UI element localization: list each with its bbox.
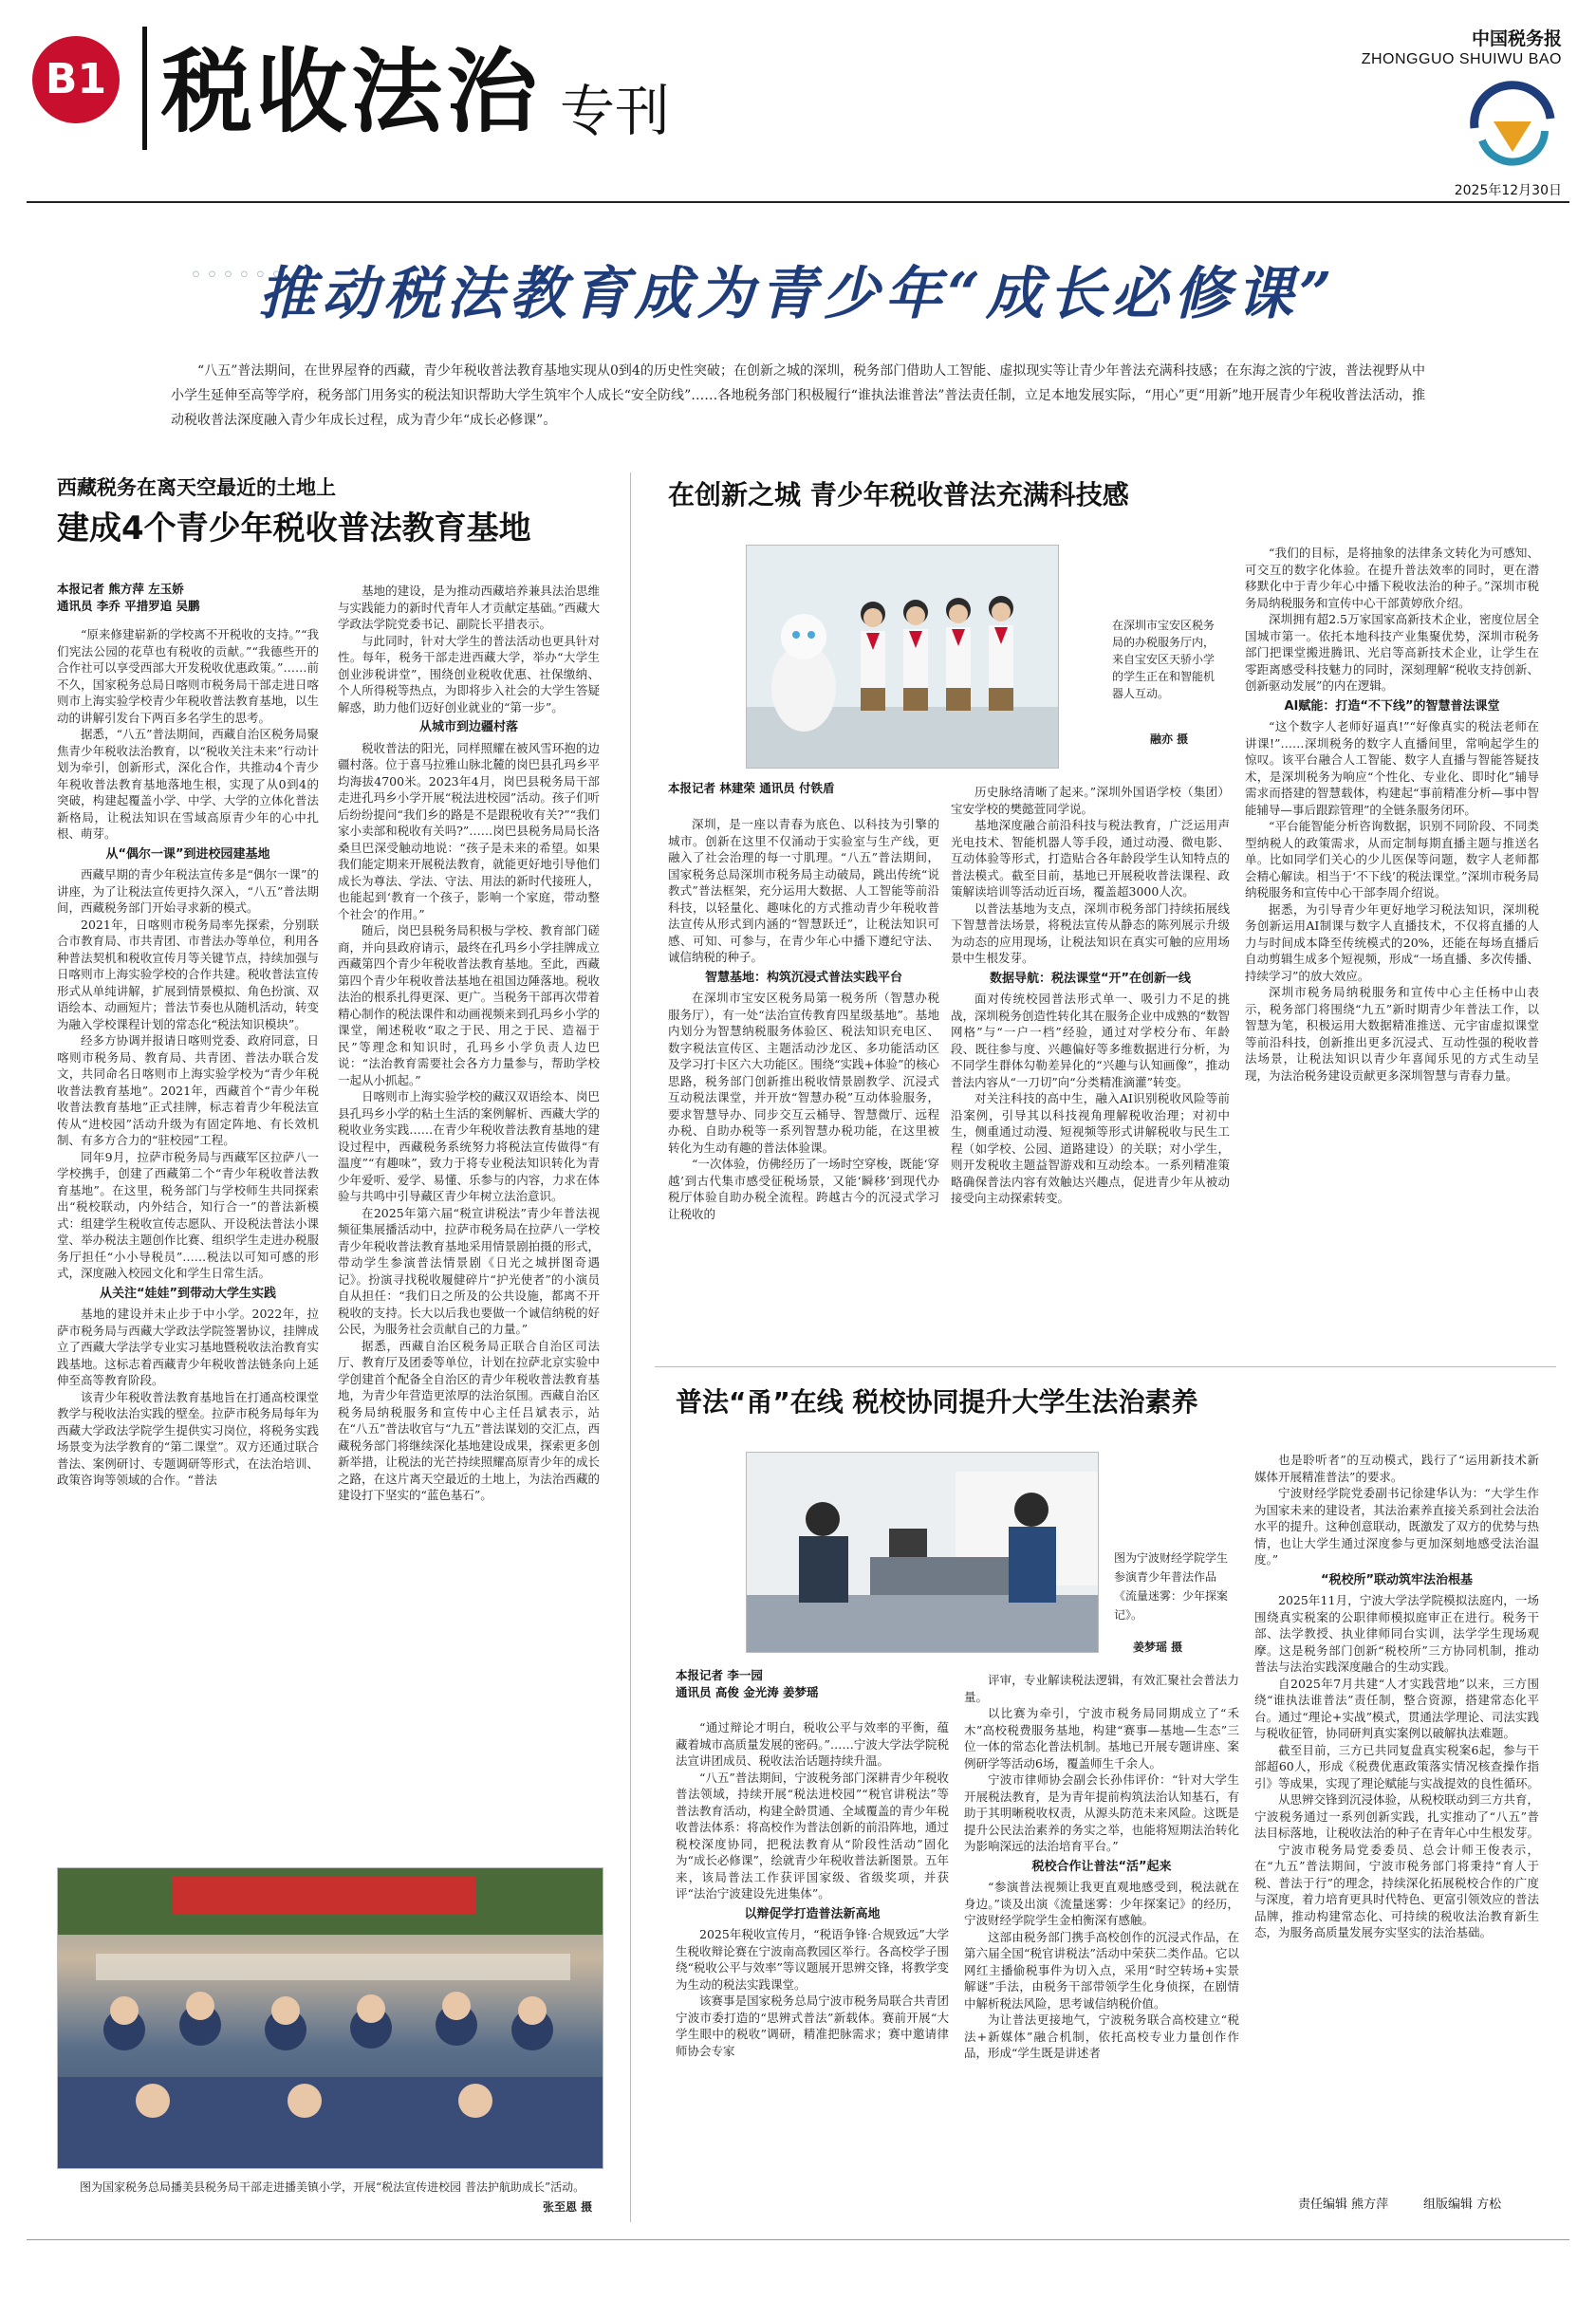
masthead-divider <box>142 27 147 150</box>
banner-lead: “八五”普法期间，在世界屋脊的西藏，青少年税收普法教育基地实现从0到4的历史性突破；在创新之城的深圳，税务部门借助人工智能、虚拟现实等让青少年普法充满科技感；在东海之滨的宁波，普法视野从中小学生延伸至高等学府，税务部门用务实的税法知识帮助大学生筑牢个人成长“安全防线”……各地税务部门积极履行“谁执法谁普法”普法责任制，立足本地发展实际，“用心”更“用新”地开展青少年税收普法活动，推动税收普法深度融入青少年成长过程，成为青少年“成长必修课”。 <box>171 363 1425 428</box>
paragraph: 与此同时，针对大学生的普法活动也更具针对性。每年，税务干部走进西藏大学，举办“大学生创业涉税讲堂”，围绕创业税收优惠、社保缴纳、个人所得税等热点，为即将步入社会的大学生答疑解惑，助力他们迈好创业就业的“第一步”。 <box>338 633 600 714</box>
paragraph: 为让普法更接地气，宁波税务联合高校建立“税法+新媒体”融合机制，依托高校专业力量创作作品，形成“学生既是讲述者 <box>964 2012 1239 2060</box>
paragraph: “我们的目标，是将抽象的法律条文转化为可感知、可交互的数字化体验。在提升普法效率的同时，更在潜移默化中于青少年心中播下税收法治的种子。”深圳市税务局纳税服务和宣传中心干部黄婷欣介绍。 <box>1245 546 1539 610</box>
article3-subhead-2: 税校合作让普法“活”起来 <box>1031 1859 1172 1874</box>
paragraph: 基地深度融合前沿科技与税法教育，广泛运用声光电技术、智能机器人等手段，通过动漫、微电影、互动体验等形式，打造贴合各年龄段学生认知特点的普法模式。截至目前，基地已开展税收普法课程、政策解读培训等活动近百场，覆盖超3000人次。 <box>951 818 1230 899</box>
paragraph: 日喀则市上海实验学校的藏汉双语绘本、岗巴县孔玛乡小学的粘土生活的案例解析、西藏大学的税收业务实践……在青少年税收普法教育基地的建设过程中，西藏税务系统努力将税法宣传做得“有温度”“有趣味”，致力于将专业税法知识转化为青少年爱听、爱学、易懂、乐参与的内容，力求在体验与共鸣中引导藏区青少年树立法治意识。 <box>338 1089 600 1203</box>
paragraph: 截至目前，三方已共同复盘真实税案6起，参与干部超60人，形成《税费优惠政策落实情况核查操作指引》等成果，实现了理论赋能与实战提效的良性循环。 <box>1254 1742 1539 1790</box>
article1-subhead-2: 从关注“娃娃”到带动大学生实践 <box>99 1286 277 1301</box>
article3-column-3 <box>1254 1452 1539 2154</box>
paragraph: 对关注科技的高中生，融入AI识别税收风险等前沿案例，引导其以科技视角理解税收治理；对初中生，侧重通过动漫、短视频等形式讲解税收与民生工程（如学校、公园、道路建设）的关联；对小学生，则开发税收主题益智游戏和互动绘本。一系列精准策略确保普法内容有效触达兴趣点，促进青少年从被动接受向主动探索转变。 <box>951 1091 1230 1205</box>
paragraph: 深圳市税务局纳税服务和宣传中心主任杨中山表示，税务部门将围绕“九五”新时期青少年普法工作，以智慧为笔，积极运用大数据精准推送、元宇宙虚拟课堂等前沿科技，创新推出更多沉浸式、互动性强的税收普法场景，让税法知识以青少年喜闻乐见的方式生动呈现，为法治税务建设贡献更多深圳智慧与青春力量。 <box>1245 985 1539 1083</box>
article1-photo-credit: 张至恩 摄 <box>543 2200 593 2214</box>
footer-designer: 组版编辑 方松 <box>1423 2198 1502 2212</box>
paragraph: 随后，岗巴县税务局积极与学校、教育部门磋商，并向县政府请示，最终在孔玛乡小学挂牌成立西藏第四个青少年税收普法教育基地。至此，西藏第四个青少年税收普法基地在祖国边陲落地。税收法治的根系扎得更深、更广。当税务干部再次带着精心制作的税法课件和动画视频来到孔玛乡小学的课堂，阐述税收“取之于民、用之于民、造福于民”等理念和知识时，孔玛乡小学负责人边巴说：“法治教育需要社会各方力量参与，帮助学校一起从小抓起。” <box>338 923 600 1087</box>
footer-editor: 责任编辑 熊方萍 <box>1298 2198 1389 2212</box>
article1-title: 建成4个青少年税收普法教育基地 <box>57 510 531 547</box>
paragraph: 从思辨交锋到沉浸体验，从税校联动到三方共育，宁波税务通过一系列创新实践，扎实推动了“八五”普法目标落地，让税收法治的种子在青年心中生根发芽。 <box>1254 1792 1539 1840</box>
article2-subhead-3: AI赋能：打造“不下线”的智慧普法课堂 <box>1284 698 1500 714</box>
paragraph: 2025年11月，宁波大学法学院模拟法庭内，一场围绕真实税案的公职律师模拟庭审正在进行。税务干部、法学教授、执业律师同台实训，法学学生现场观摩。这是税务部门创新“税校所”三方协同机制，推动普法与法治实践深度融合的生动实践。 <box>1254 1593 1539 1674</box>
article1-byline: 本报记者 熊方萍 左玉娇 通讯员 李乔 平措罗追 吴鹏 <box>57 582 200 613</box>
paragraph: 面对传统校园普法形式单一、吸引力不足的挑战，深圳税务创造性转化其在服务企业中成熟的“数智网格”与“一户一档”经验，通过对学校分布、年龄段、既往参与度、兴趣偏好等多维数据进行分析，为不同学生群体勾勒差异化的“兴趣与认知画像”，推动普法内容从“一刀切”向“分类精准滴灌”转变。 <box>951 992 1230 1089</box>
article3-photo-caption: 图为宁波财经学院学生参演青少年普法作品《流量迷雾：少年探案记》。 <box>1114 1551 1229 1622</box>
article1-kicker: 西藏税务在离天空最近的土地上 <box>57 476 336 499</box>
paper-logo <box>1465 76 1560 171</box>
article3-byline: 本报记者 李一园 通讯员 高俊 金光涛 姜梦瑶 <box>676 1668 819 1699</box>
article2-column-3 <box>1245 545 1539 1397</box>
paragraph: 以普法基地为支点，深圳市税务部门持续拓展线下智慧普法场景，将税法宣传从静态的陈列展示升级为动态的应用现场，让税法知识在真实可触的应用场景中生根发芽。 <box>951 900 1230 965</box>
article2-photo-credit: 融亦 摄 <box>1150 733 1189 746</box>
paragraph: 在深圳市宝安区税务局第一税务所（智慧办税服务厅），有一处“法治宣传教育四星级基地”。基地内划分为智慧纳税服务体验区、税法知识充电区、数字税法宣传区、主题活动沙龙区、多功能活动区及学习打卡区六大功能区。围绕“实践+体验”的核心思路，税务部门创新推出税收情景剧教学、沉浸式互动税法课堂，并开放“智慧办税”互动体验服务，要求智慧导办、同步交互云桶导、智慧微厅、远程办税、自助办税等一系列智慧办税功能，在这里被转化为生动有趣的普法体验课。 <box>668 991 939 1155</box>
paragraph: 自2025年7月共建“人才实践营地”以来，三方围绕“谁执法谁普法”责任制，整合资源，搭建常态化平台。通过“理论+实战”模式，贯通法学理论、司法实践与税收征管，协同研判真实案例以破解执法难题。 <box>1254 1676 1539 1740</box>
masthead-rule <box>27 201 1569 203</box>
paper-name-cn: 中国税务报 <box>1471 28 1562 49</box>
paragraph: 2025年税收宣传月，“税语争锋·合规致远”大学生税收辩论赛在宁波南高教园区举行。各高校学子围绕“税收公平与效率”等议题展开思辨交锋，将教学变为生动的税法实践课堂。 <box>676 1927 949 1992</box>
article2-photo-robot <box>746 545 1059 769</box>
paragraph: 该赛事是国家税务总局宁波市税务局联合共青团宁波市委打造的“思辨式普法”新载体。赛前开展“大学生眼中的税收”调研，精准把脉需求；赛中邀请律师协会专家 <box>676 1994 949 2058</box>
paragraph: “原来修建崭新的学校离不开税收的支持。”“我们宪法公园的花草也有税收的贡献。”“我德些开的合作社可以享受西部大开发税收优惠政策。”……前不久，国家税务总局日喀则市税务局干部走进日喀则市上海实验学校青少年税收普法教育基地，以生动的讲解引发台下两百多名学生的思考。 <box>57 627 319 725</box>
article3-subhead-1: 以辩促学打造普法新高地 <box>744 1906 881 1921</box>
article3-column-2 <box>964 1672 1239 2228</box>
paragraph: 同年9月，拉萨市税务局与西藏军区拉萨八一学校携手，创建了西藏第二个“青少年税收普法教育基地”。在这里，税务部门与学校师生共同探索出“税校联动，内外结合，知行合一”的普法新模式：组建学生税收宣传志愿队、开设税法普法小课堂、举办税法主题创作比赛、组织学生走进办税服务厅担任“小小导税员”……税法以可知可感的形式，深度融入校园文化和学生日常生活。 <box>57 1149 319 1280</box>
paragraph: 以比赛为牵引，宁波市税务局同期成立了“禾木”高校税费服务基地，构建“赛事—基地—生态”三位一体的常态化普法机制。基地已开展专题讲座、案例研学等活动6场，覆盖师生千余人。 <box>964 1706 1239 1771</box>
paragraph: 深圳，是一座以青春为底色、以科技为引擎的城市。创新在这里不仅涌动于实验室与生产线，更融入了社会治理的每一寸肌理。“八五”普法期间，国家税务总局深圳市税务局主动破局，跳出传统“说教式”普法框架，充分运用大数据、人工智能等前沿科技，以轻量化、趣味化的方式推动青少年税收普法宣传从形式到内涵的“智慧跃迁”，让税法知识可感、可知、可参与，在青少年心中播下遵纪守法、诚信纳税的种子。 <box>668 817 939 964</box>
article2-title: 在创新之城 青少年税收普法充满科技感 <box>668 479 1129 510</box>
article1-column-2 <box>338 583 600 1839</box>
paragraph: 据悉，“八五”普法期间，西藏自治区税务局聚焦青少年税收法治教育，以“税收关注未来”行动计划为牵引，创新形式，深化合作，共推动4个青少年税收普法教育基地落地生根，实现了从0到4的突破，构建起覆盖小学、中学、大学的立体化普法新格局，让税法知识在雪域高原青少年的心中扎根、萌芽。 <box>57 727 319 841</box>
paragraph: 评审，专业解读税法逻辑，有效汇聚社会普法力量。 <box>964 1673 1239 1704</box>
article3-column-1 <box>676 1719 949 2228</box>
paragraph: 税收普法的阳光，同样照耀在被风雪环抱的边疆村落。位于喜马拉雅山脉北麓的岗巴县孔玛乡平均海拔4700米。2023年4月，岗巴县税务局干部走进孔玛乡小学开展“税法进校园”活动。孩子们听后纷纷提问“我们乡的路是不是跟税收有关?”“我们家小卖部和税收有关吗?”……岗巴县税务局局长洛桑旦巴深受触动地说：“孩子是未来的希望。如果我们能定期来开展税法教育，就能更好地引导他们成长为尊法、学法、守法、用法的新时代接班人，也能起到‘教育一个孩子，影响一个家庭，带动整个社会’的作用。” <box>338 740 600 921</box>
paragraph: 这部由税务部门携手高校创作的沉浸式作品，在第六届全国“税官讲税法”活动中荣获二类作品。它以网红主播偷税事件为切入点，采用“时空转场+实景解谜”手法，由税务干部带领学生化身侦探，在剧情中解析税法风险，思考诚信纳税价值。 <box>964 1929 1239 2011</box>
paragraph: 宁波市税务局党委委员、总会计师王俊表示，在“九五”普法期间，宁波市税务部门将秉持“育人于税、普法于行”的理念，持续深化拓展税校合作的广度与深度，着力培育更具时代特色、更富引领效应的普法品牌，推动构建常态化、可持续的税收法治教育新生态，为服务高质量发展夯实坚实的法治基础。 <box>1254 1842 1539 1939</box>
article3-title: 普法“甬”在线 税校协同提升大学生法治素养 <box>676 1386 1198 1418</box>
article2-photo-caption: 在深圳市宝安区税务局的办税服务厅内，来自宝安区天骄小学的学生正在和智能机器人互动。 <box>1112 619 1216 700</box>
paragraph: 宁波市律师协会副会长孙伟评价：“针对大学生开展税法教育，是为青年提前构筑法治认知基石，有助于其明晰税收权责，从源头防范未来风险。这既是提升公民法治素养的务实之举，也能将短期法治转化为影响深远的法治培育平台。” <box>964 1772 1239 1853</box>
paragraph: 基地的建设，是为推动西藏培养兼具法治思维与实践能力的新时代青年人才贡献定基础。”西藏大学政法学院党委书记、副院长平措表示。 <box>338 584 600 631</box>
paragraph: “一次体验，仿佛经历了一场时空穿梭，既能‘穿越’到古代集市感受征税场景，又能‘瞬移’到现代办税厅体验自助办税全流程。跨越古今的沉浸式学习让税收的 <box>668 1157 939 1221</box>
page-number-badge: B1 <box>32 36 120 123</box>
paragraph: “平台能智能分析咨询数据，识别不同阶段、不同类型纳税人的政策需求，从而定制每期直播主题与推送名单。比如同学们关心的少儿医保等问题，数字人老师都会精心解读。相当于‘不下线’的税法课堂。”深圳市税务局纳税服务和宣传中心干部李周介绍说。 <box>1245 819 1539 900</box>
article2-subhead-2: 数据导航：税法课堂“开”在创新一线 <box>989 971 1192 986</box>
paragraph: 西藏早期的青少年税法宣传多是“偶尔一课”的讲座，为了让税法宣传更持久深入，“八五”普法期间，西藏税务部门开始寻求新的模式。 <box>57 867 319 915</box>
paragraph: 基地的建设并未止步于中小学。2022年，拉萨市税务局与西藏大学政法学院签署协议，挂牌成立了西藏大学法学专业实习基地暨税收法治教育实践基地。这标志着西藏青少年税收普法链条向上延伸至高等教育阶段。 <box>57 1307 319 1387</box>
column-divider <box>630 473 631 2222</box>
banner-deco-left: ◦◦◦◦◦◦ <box>190 264 287 288</box>
article2-byline: 本报记者 林建荣 通讯员 付铁盾 <box>668 781 835 795</box>
section-subtitle: 专刊 <box>560 79 671 143</box>
paragraph: 在2025年第六届“税宣讲税法”青少年普法视频征集展播活动中，拉萨市税务局在拉萨八一学校青少年税收普法教育基地采用情景剧拍摄的形式，带动学生参演普法情景剧《日光之城拼图奇遇记》。扮演寻找税收履健碎片“护光使者”的小演员自从担任：“我们日之所及的公共设施，都离不开税收的支持。长大以后我也要做一个诚信纳税的好公民，为服务社会贡献自己的力量。” <box>338 1205 600 1336</box>
paragraph: 也是聆听者”的互动模式，践行了“运用新技术新媒体开展精准普法”的要求。 <box>1254 1453 1539 1484</box>
paragraph: 据悉，西藏自治区税务局正联合自治区司法厅、教育厅及团委等单位，计划在拉萨北京实验中学创建首个配备全自治区的青少年税收普法教育基地，为青少年营造更浓厚的法治氛围。西藏自治区税务局纳税服务和宣传中心主任吕斌表示，站在“八五”普法收官与“九五”普法谋划的交汇点，西藏税务部门将继续深化基地建设成果，探索更多创新举措，让税法的光芒持续照耀高原青少年的成长之路，在这片离天空最近的土地上，为法治西藏的建设打下坚实的“蓝色基石”。 <box>338 1338 600 1502</box>
article2-column-2 <box>951 784 1230 1397</box>
article3-photo-credit: 姜梦瑶 摄 <box>1133 1641 1183 1654</box>
paragraph: “这个数字人老师好逼真!”“好像真实的税法老师在讲课!”……深圳税务的数字人直播间里，常响起学生的惊叹。该平台融合人工智能、数字人直播与智能答疑技术，是深圳税务为响应“个性化、专业化、即时化”辅导需求而搭建的智慧载体，构建起“事前精准分析—事中智能辅导—事后跟踪管理”的全链条服务闭环。 <box>1245 719 1539 817</box>
paper-name-en: ZHONGGUO SHUIWU BAO <box>1361 51 1562 67</box>
issue-date: 2025年12月30日 <box>1454 183 1562 198</box>
paragraph: 2021年，日喀则市税务局率先探索，分别联合市教育局、市共青团、市普法办等单位，利用各种普法契机和税收宣传月等关键节点，持续加强与日喀则市上海实验学校的合作共建。税收普法宣传形式从单纯讲解，扩展到情景模拟、角色扮演、双语绘本、动画短片；普法节奏也从随机活动，转变为融入学校课程计划的常态化“税法知识模块”。 <box>57 917 319 1031</box>
article3-photo-performance <box>746 1452 1099 1653</box>
article1-photo-classroom <box>57 1867 603 2169</box>
paragraph: “八五”普法期间，宁波税务部门深耕青少年税收普法领域，持续开展“税法进校园”“税官讲税法”等普法教育活动，构建全龄贯通、全域覆盖的青少年税收普法体系：将高校作为普法创新的前沿阵地，通过税校深度协同，把税法教育从“阶段性活动”固化为“成长必修课”，绘就青少年税收普法新图景。五年来，该局普法工作获评国家级、省级奖项，并获评“法治宁波建设先进集体”。 <box>676 1770 949 1901</box>
article2-subhead-1: 智慧基地：构筑沉浸式普法实践平台 <box>704 970 902 985</box>
paragraph: “通过辩论才明白，税收公平与效率的平衡，蕴藏着城市高质量发展的密码。”……宁波大学法学院税法宣讲团成员、税收法治话题持续升温。 <box>676 1720 949 1768</box>
article3-subhead-3: “税校所”联动筑牢法治根基 <box>1320 1572 1474 1587</box>
article1-subhead-3: 从城市到边疆村落 <box>418 720 518 734</box>
paragraph: 经多方协调并报请日喀则党委、政府同意，日喀则市税务局、教育局、共青团、普法办联合发文，共同命名日喀则市上海实验学校为“青少年税收普法教育基地”。2021年，西藏首个“青少年税收普法教育基地”正式挂牌，标志着青少年税法宣传从“进校园”活动升级为有固定阵地、有长效机制、有多方合力的“驻校园”工程。 <box>57 1033 319 1147</box>
article-divider <box>655 1366 1556 1367</box>
banner-headline: 推动税法教育成为青少年“成长必修课” <box>258 261 1338 327</box>
paragraph: 深圳拥有超2.5万家国家高新技术企业，密度位居全国城市第一。依托本地科技产业集聚优势，深圳市税务部门把课堂搬进腾讯、光启等高新技术企业，让学生在零距离感受科技魅力的同时，深刻理解“税收支持创新、创新驱动发展”的内在逻辑。 <box>1245 612 1539 693</box>
paragraph: 据悉，为引导青少年更好地学习税法知识，深圳税务创新运用AI制课与数字人直播技术，不仅将直播的人力与时间成本降至传统模式的20%，还能在每场直播后自动剪辑生成多个短视频，形成“一场直播、多次传播、持续学习”的放大效应。 <box>1245 901 1539 983</box>
article1-photo-caption: 图为国家税务总局播美县税务局干部走进播美镇小学，开展“税法宣传进校园 普法护航助成长”活动。 <box>80 2180 585 2194</box>
paragraph: 宁波财经学院党委副书记徐建华认为：“大学生作为国家未来的建设者，其法治素养直接关系到社会法治水平的提升。这种创意联动，既激发了双方的优势与热情，也让大学生通过深度参与更加深刻地感受法治温度。” <box>1254 1486 1539 1567</box>
article1-subhead-1: 从“偶尔一课”到进校园建基地 <box>105 846 270 862</box>
section-title: 税收法治 <box>161 39 541 145</box>
article1-column-1 <box>57 626 319 1839</box>
paragraph: 该青少年税收普法教育基地旨在打通高校课堂教学与税收法治实践的壁垒。拉萨市税务局每年为西藏大学政法学院学生提供实习岗位，将税务实践场景变为法学教育的“第二课堂”。双方还通过联合普法、案例研讨、专题调研等形式，在法治培训、政策咨询等领域的合作。“普法 <box>57 1389 319 1487</box>
footer-rule <box>27 2239 1569 2240</box>
article2-column-1 <box>668 816 939 1397</box>
paragraph: 历史脉络清晰了起来。”深圳外国语学校（集团）宝安学校的樊懿萱同学说。 <box>951 785 1230 816</box>
paragraph: “参演普法视频让我更直观地感受到，税法就在身边。”谈及出演《流量迷雾：少年探案记》的经历，宁波财经学院学生金柏衡深有感触。 <box>964 1880 1239 1927</box>
